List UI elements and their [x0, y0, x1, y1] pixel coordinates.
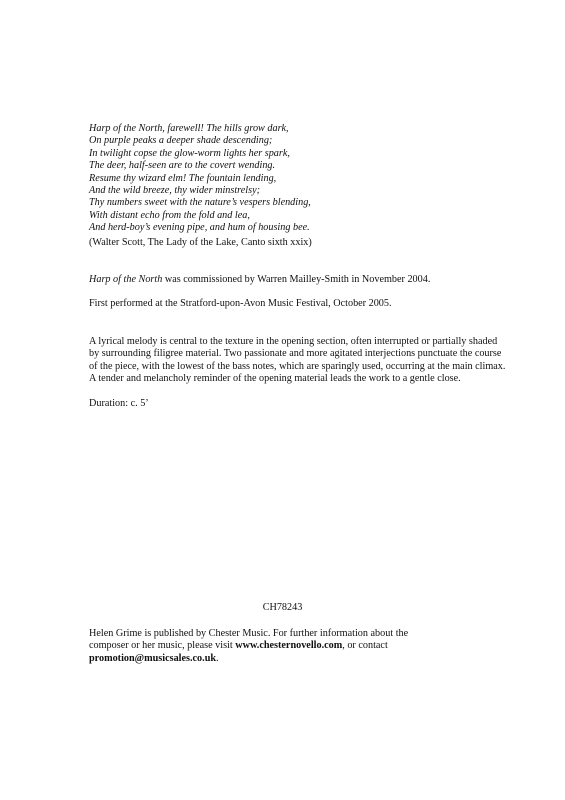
footer-text: .	[216, 652, 219, 664]
poem-line: The deer, half-seen are to the covert wending.	[89, 160, 276, 172]
commission-text: was commissioned by Warren Mailley-Smith in November 2004.	[162, 274, 431, 285]
footer-text: Helen Grime is published by Chester Music. For further information about the composer or her music, please visit	[89, 628, 409, 652]
publisher-footer	[89, 628, 439, 665]
work-title: Harp of the North	[89, 274, 163, 285]
poem-line: Thy numbers sweet with the nature’s vespers blending,	[89, 197, 311, 209]
poem-excerpt	[89, 123, 509, 235]
poem-line: And the wild breeze, thy wider minstrelsy;	[89, 185, 260, 197]
footer-text: , or contact	[342, 640, 388, 652]
catalog-number: CH78243	[262, 602, 303, 613]
premiere-note: First performed at the Stratford-upon-Avon Music Festival, October 2005.	[89, 298, 392, 309]
website-link[interactable]: www.chesternovello.com	[235, 640, 343, 652]
commission-note	[89, 274, 509, 286]
poem-attribution: (Walter Scott, The Lady of the Lake, Canto sixth xxix)	[89, 237, 312, 248]
poem-line: With distant echo from the fold and lea,	[89, 209, 250, 221]
email-link[interactable]: promotion@musicsales.co.uk	[89, 652, 217, 664]
poem-line: Harp of the North, farewell! The hills grow dark,	[89, 123, 289, 134]
programme-note: A lyrical melody is central to the texture in the opening section, often interrupted or partially shaded by surrounding filigree material. Two passionate and more agitated interjections punctuate the course of the piece, with the lowest of the bass notes, which are sparingly used, occurring at the main climax. A tender and melancholy reminder of the opening material leads the work to a gentle close.	[89, 336, 506, 385]
poem-line: And herd-boy’s evening pipe, and hum of housing bee.	[89, 222, 310, 234]
poem-line: In twilight copse the glow-worm lights her spark,	[89, 147, 290, 159]
poem-line: On purple peaks a deeper shade descending;	[89, 135, 273, 147]
poem-line: Resume thy wizard elm! The fountain lending,	[89, 172, 277, 184]
duration: Duration: c. 5’	[89, 398, 149, 409]
